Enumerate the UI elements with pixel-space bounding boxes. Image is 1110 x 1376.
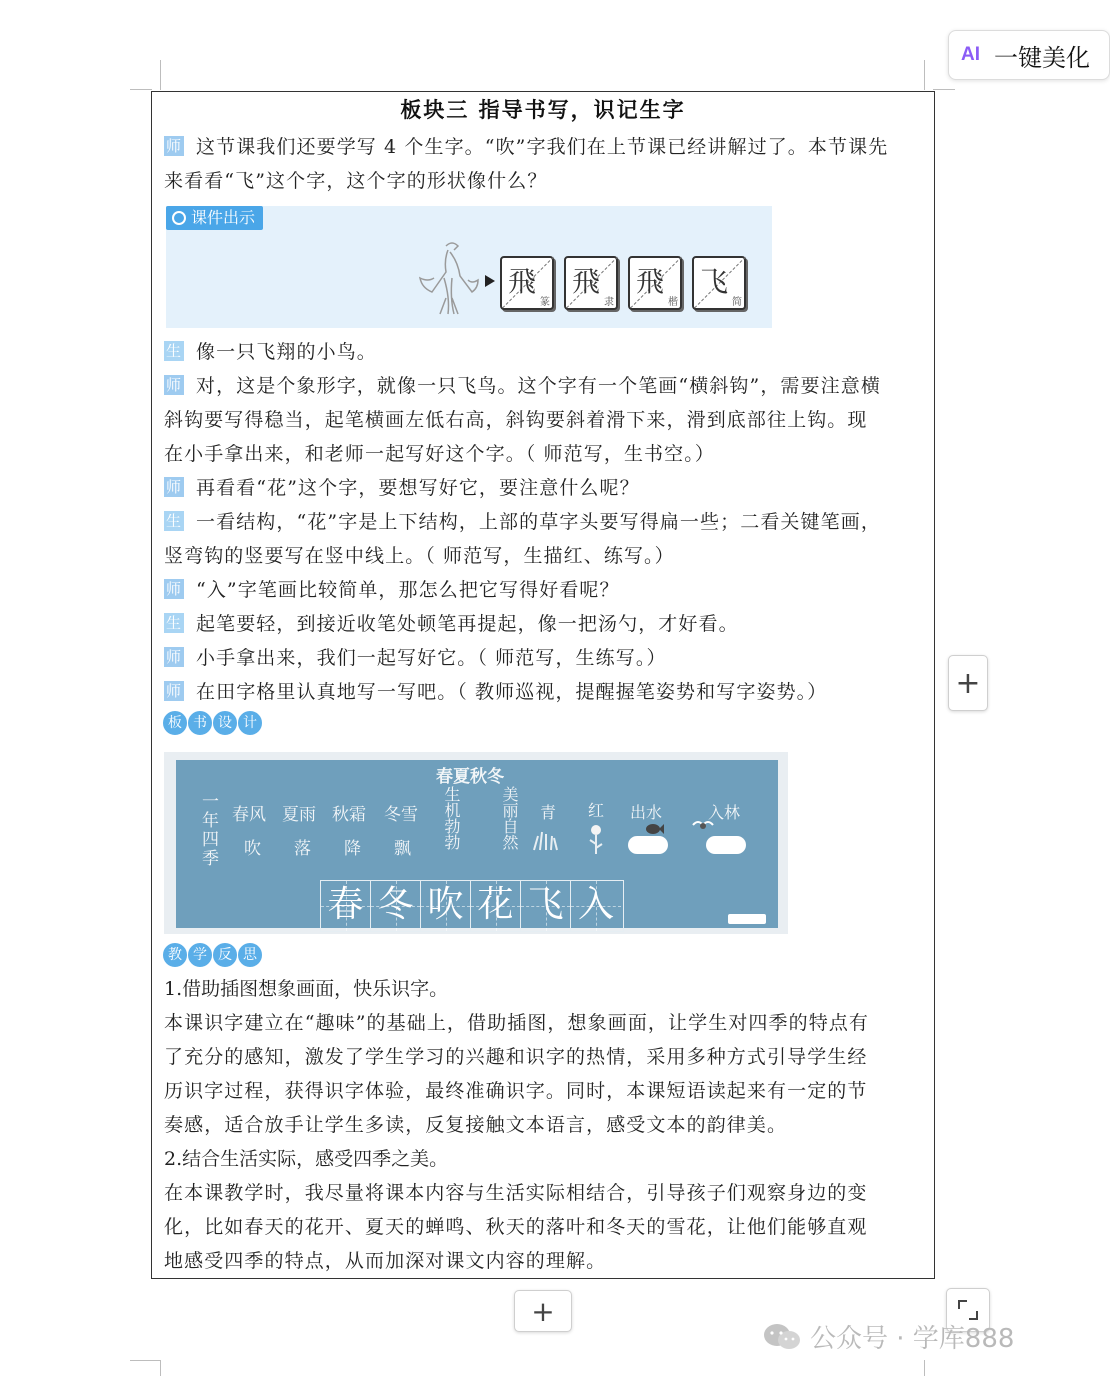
flower-icon <box>586 822 606 856</box>
line-text: 小手拿出来，我们一起写好它。（ 师范写，生练写。） <box>196 647 667 669</box>
tianzige-cell: 春 <box>321 881 371 931</box>
glyph-char: 飛 <box>572 265 601 298</box>
student-tag: 生 <box>165 614 183 632</box>
dialogue-line <box>164 507 881 534</box>
dialogue-line <box>164 132 888 159</box>
crop-mark <box>160 60 161 90</box>
heading-badge: 书 <box>187 710 213 736</box>
watermark-text: 公众号 · 学库888 <box>810 1324 1015 1354</box>
ai-beautify-label: 一键美化 <box>994 43 1090 72</box>
tianzige-cell: 入 <box>571 881 621 931</box>
watermark <box>762 1318 1014 1355</box>
glyph-card-regular <box>628 256 682 310</box>
glyph-char: 飞 <box>700 265 729 298</box>
teacher-tag: 师 <box>165 580 183 598</box>
crop-mark <box>924 60 925 90</box>
tianzige-cell: 吹 <box>421 881 471 931</box>
glyph-card-seal <box>500 256 554 310</box>
heading-badge: 板 <box>162 710 188 736</box>
plus-icon: + <box>955 665 981 701</box>
dialogue-line-cont: 来看看“飞”这个字，这个字的形状像什么？ <box>164 170 548 192</box>
reflection-text: 本课识字建立在“趣味”的基础上，借助插图，想象画面，让学生对四季的特点有 <box>164 1012 870 1034</box>
crop-mark <box>130 89 152 90</box>
dialogue-line-cont: 斜钩要写得稳当，起笔横画左低右高，斜钩要斜着滑下来，滑到底部往上钩。现 <box>164 409 868 431</box>
heading-badge: 反 <box>212 942 238 968</box>
document-page <box>151 91 935 1279</box>
dialogue-line <box>164 609 739 636</box>
section-title: 板块三 指导书写，识记生字 <box>400 97 686 122</box>
line-text: 一看结构，“花”字是上下结构，上部的草字头要写得扁一些；二看关键笔画， <box>196 511 881 533</box>
reflection-point-2: 2.结合生活实际，感受四季之美。 <box>164 1148 449 1170</box>
teacher-tag: 师 <box>165 682 183 700</box>
board-design-heading <box>162 710 262 736</box>
board-verb: 吹 <box>244 839 261 859</box>
tianzige-cell: 花 <box>471 881 521 931</box>
add-block-button[interactable] <box>948 655 988 711</box>
heading-badge: 教 <box>162 942 188 968</box>
teacher-tag: 师 <box>165 137 183 155</box>
board-season-word: 秋霜 <box>332 805 366 825</box>
teacher-tag: 师 <box>165 648 183 666</box>
dialogue-line <box>164 677 827 704</box>
board-season-word: 冬雪 <box>384 805 418 825</box>
reflection-text: 了充分的感知，激发了学生学习的兴趣和识字的热情，采用多种方式引导学生经 <box>164 1046 868 1068</box>
tianzige-cell: 冬 <box>371 881 421 931</box>
glyph-card-clerical <box>564 256 618 310</box>
reflection-text: 历识字过程，获得识字体验，最终准确识字。同时，本课短语读起来有一定的节 <box>164 1080 868 1102</box>
heading-badge: 思 <box>237 942 263 968</box>
board-small-word: 青 <box>540 803 557 822</box>
dialogue-line <box>164 473 640 500</box>
reflection-text: 在本课教学时，我尽量将课本内容与生活实际相结合，引导孩子们观察身边的变 <box>164 1182 868 1204</box>
board-left-vertical: 一年四季 <box>198 792 218 868</box>
crop-mark <box>160 1360 161 1376</box>
courseware-tag <box>166 206 263 230</box>
board-small-word: 出水 <box>630 803 663 822</box>
water-cloud-icon <box>628 836 668 854</box>
heading-badge: 设 <box>212 710 238 736</box>
heading-badge: 计 <box>237 710 263 736</box>
line-text: 像一只飞翔的小鸟。 <box>196 341 377 363</box>
fish-icon <box>644 822 664 836</box>
plus-icon: + <box>531 1294 555 1328</box>
glyph-char: 飛 <box>636 265 665 298</box>
line-text: 起笔要轻，到接近收笔处顿笔再提起，像一把汤勺，才好看。 <box>196 613 739 635</box>
dialogue-line <box>164 371 881 398</box>
glyph-script: 楷 <box>668 297 678 308</box>
glyph-script: 隶 <box>604 297 614 308</box>
glyph-char: 飛 <box>508 265 537 298</box>
board-small-word: 入林 <box>708 803 741 822</box>
board-verb: 降 <box>344 839 361 859</box>
chalk-eraser <box>728 914 766 924</box>
forest-cloud-icon <box>706 836 746 854</box>
teacher-tag: 师 <box>165 478 183 496</box>
teacher-tag: 师 <box>165 376 183 394</box>
crop-mark <box>130 1360 160 1361</box>
teaching-reflection-heading <box>162 942 262 968</box>
line-text: 再看看“花”这个字，要想写好它，要注意什么呢？ <box>196 477 640 499</box>
board-verb: 落 <box>294 839 311 859</box>
line-text: 对，这是个象形字，就像一只飞鸟。这个字有一个笔画“横斜钩”，需要注意横 <box>196 375 881 397</box>
board-vertical-phrase: 美丽自然 <box>500 786 519 850</box>
line-text: 在田字格里认真地写一写吧。（ 教师巡视，提醒握笔姿势和写字姿势。） <box>196 681 828 703</box>
tianzige-cell: 飞 <box>521 881 571 931</box>
heading-badge: 学 <box>187 942 213 968</box>
ai-badge-icon: AI <box>961 44 980 65</box>
student-tag: 生 <box>165 342 183 360</box>
glyph-card-simplified <box>692 256 746 310</box>
reflection-text: 地感受四季的特点，从而加深对课文内容的理解。 <box>164 1250 607 1272</box>
dialogue-line <box>164 337 377 364</box>
reflection-point-1: 1.借助插图想象画面，快乐识字。 <box>164 978 449 1000</box>
board-vertical-phrase: 生机勃勃 <box>442 786 461 850</box>
line-text: 这节课我们还要学写 4 个生字。“吹”字我们在上节课已经讲解过了。本节课先 <box>196 136 889 158</box>
courseware-slide <box>166 206 772 328</box>
dialogue-line-cont: 在小手拿出来，和老师一起写好这个字。（ 师范写，生书空。） <box>164 443 715 465</box>
board-verb: 飘 <box>394 839 411 859</box>
bird-icon <box>692 818 714 832</box>
crop-mark <box>924 1360 925 1376</box>
board-small-word: 红 <box>588 801 605 820</box>
tianzige-grid <box>320 880 624 932</box>
blackboard-design <box>164 752 788 934</box>
dialogue-line <box>164 643 667 670</box>
board-title: 春夏秋冬 <box>436 767 504 787</box>
crop-mark <box>933 89 955 90</box>
glyph-script: 篆 <box>540 297 550 308</box>
board-season-word: 春风 <box>232 805 266 825</box>
wechat-icon <box>762 1322 802 1352</box>
courseware-tag-label: 课件出示 <box>191 208 256 227</box>
dialogue-line <box>164 575 620 602</box>
board-season-word: 夏雨 <box>282 805 316 825</box>
play-icon <box>172 211 186 225</box>
reflection-text: 奏感，适合放手让学生多读，反复接触文本语言，感受文本的韵律美。 <box>164 1114 788 1136</box>
line-text: “入”字笔画比较简单，那怎么把它写得好看呢？ <box>196 579 620 601</box>
reflection-text: 化，比如春天的花开、夏天的蝉鸣、秋天的落叶和冬天的雪花，让他们能够直观 <box>164 1216 868 1238</box>
arrow-icon <box>484 274 496 288</box>
add-page-button[interactable] <box>514 1290 572 1332</box>
bird-illustration <box>416 238 480 320</box>
dialogue-line-cont: 竖弯钩的竖要写在竖中线上。（ 师范写，生描红、练写。） <box>164 545 675 567</box>
glyph-script: 简 <box>732 297 742 308</box>
student-tag: 生 <box>165 512 183 530</box>
ai-beautify-button[interactable] <box>948 30 1110 80</box>
grass-icon <box>532 830 560 852</box>
blackboard-surface <box>176 760 778 928</box>
